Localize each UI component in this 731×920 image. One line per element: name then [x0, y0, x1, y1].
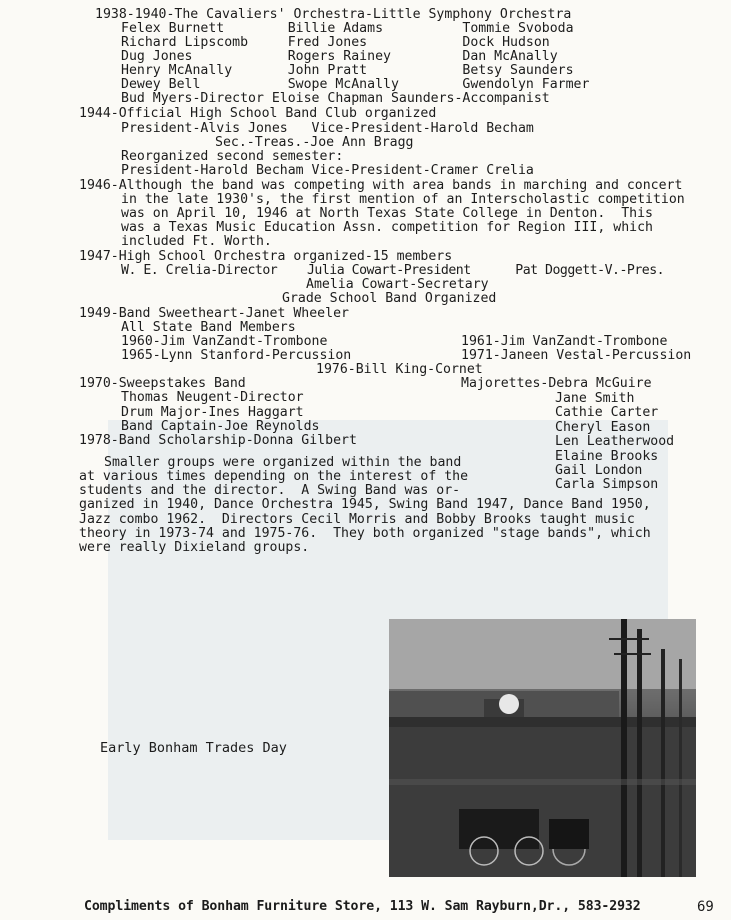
text-line: W. E. Crelia-Director Julia Cowart-President Pat Doggett-V.-Pres. [121, 263, 665, 278]
text-line: 1946-Although the band was competing with area bands in marching and concert [79, 178, 683, 193]
text-line: Amelia Cowart-Secretary [306, 277, 489, 292]
text-line: 1949-Band Sweetheart-Janet Wheeler [79, 306, 349, 321]
text-line: 1944-Official High School Band Club organized [79, 106, 437, 121]
text-line: at various times depending on the interest of the [79, 469, 469, 484]
text-line: Band Captain-Joe Reynolds [121, 419, 320, 434]
text-line: was a Texas Music Education Assn. competition for Region III, which [121, 220, 653, 235]
text-line: students and the director. A Swing Band was or- [79, 483, 461, 498]
text-line: was on April 10, 1946 at North Texas State College in Denton. This [121, 206, 653, 221]
text-line: 1961-Jim VanZandt-Trombone [461, 334, 668, 349]
text-line: included Ft. Worth. [121, 234, 272, 249]
text-line: Henry McAnally John Pratt Betsy Saunders [121, 63, 574, 78]
text-line: Richard Lipscomb Fred Jones Dock Hudson [121, 35, 550, 50]
text-line: Carla Simpson [555, 477, 659, 492]
text-line: Grade School Band Organized [282, 291, 497, 306]
page-number: 69 [697, 899, 714, 915]
text-line: ganized in 1940, Dance Orchestra 1945, Swing Band 1947, Dance Band 1950, [79, 497, 651, 512]
text-line: Bud Myers-Director Eloise Chapman Saunders-Accompanist [121, 91, 550, 106]
text-line: President-Harold Becham Vice-President-Cramer Crelia [121, 163, 534, 178]
text-line: Cathie Carter [555, 405, 659, 420]
footer-credit: Compliments of Bonham Furniture Store, 113 W. Sam Rayburn,Dr., 583-2932 [84, 899, 641, 914]
text-line: Drum Major-Ines Haggart [121, 405, 304, 420]
text-line: 1971-Janeen Vestal-Percussion [461, 348, 692, 363]
text-line: Elaine Brooks [555, 449, 659, 464]
text-line: Dug Jones Rogers Rainey Dan McAnally [121, 49, 558, 64]
text-line: Felex Burnett Billie Adams Tommie Svoboda [121, 21, 574, 36]
text-line: Sec.-Treas.-Joe Ann Bragg [215, 135, 414, 150]
text-line: 1978-Band Scholarship-Donna Gilbert [79, 433, 357, 448]
text-line: Majorettes-Debra McGuire [461, 376, 652, 391]
text-line: President-Alvis Jones Vice-President-Harold Becham [121, 121, 534, 136]
text-line: Reorganized second semester: [121, 149, 344, 164]
historic-photo [389, 619, 696, 877]
text-line: Cheryl Eason [555, 420, 651, 435]
text-line: Thomas Neugent-Director [121, 390, 304, 405]
photo-caption: Early Bonham Trades Day [100, 740, 287, 756]
text-line: All State Band Members [121, 320, 296, 335]
text-line: Jane Smith [555, 391, 635, 406]
text-line: theory in 1973-74 and 1975-76. They both organized "stage bands", which [79, 526, 651, 541]
text-line: were really Dixieland groups. [79, 540, 310, 555]
text-line: 1970-Sweepstakes Band [79, 376, 246, 391]
text-line: in the late 1930's, the first mention of an Interscholastic competition [121, 192, 685, 207]
text-line: 1965-Lynn Stanford-Percussion [121, 348, 352, 363]
text-line: 1976-Bill King-Cornet [316, 362, 483, 377]
text-line: Jazz combo 1962. Directors Cecil Morris and Bobby Brooks taught music [79, 512, 635, 527]
text-line: Dewey Bell Swope McAnally Gwendolyn Farmer [121, 77, 590, 92]
text-line: Len Leatherwood [555, 434, 675, 449]
text-line: 1960-Jim VanZandt-Trombone [121, 334, 328, 349]
text-line: Smaller groups were organized within the band [104, 455, 462, 470]
text-line: Gail London [555, 463, 643, 478]
text-line: 1947-High School Orchestra organized-15 members [79, 249, 453, 264]
text-line: 1938-1940-The Cavaliers' Orchestra-Little Symphony Orchestra [95, 7, 572, 22]
